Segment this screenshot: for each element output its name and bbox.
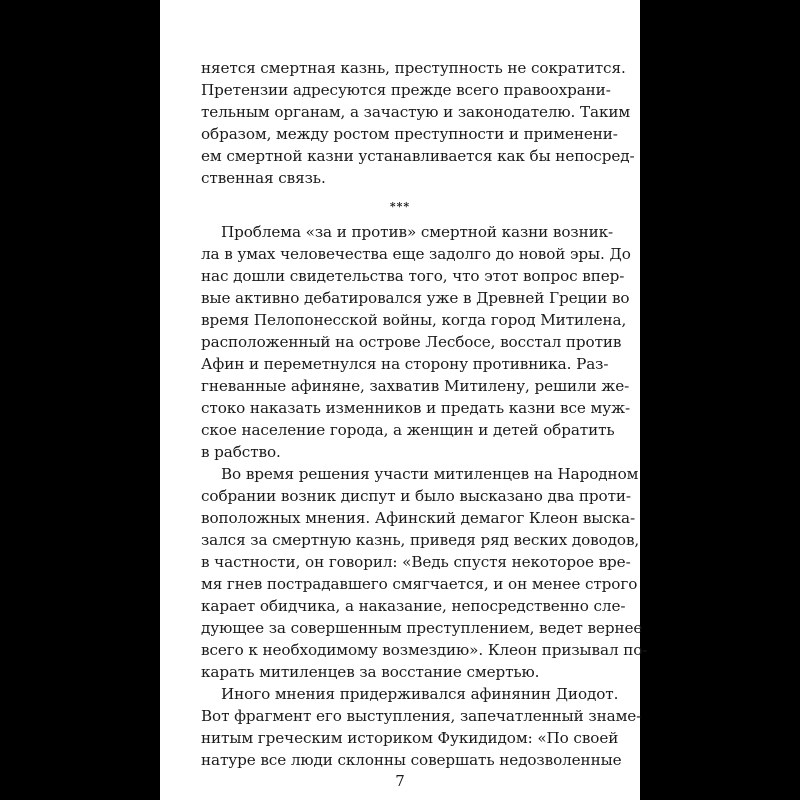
text-line: нас дошли свидетельства того, что этот вопрос впер- <box>201 267 625 285</box>
text-line: гневанные афиняне, захватив Митилену, решили же- <box>201 377 630 395</box>
text-line: дующее за совершенным преступлением, ведет вернее <box>201 619 643 637</box>
text-line: тельным органам, а зачастую и законодателю. Таким <box>201 103 631 121</box>
text-line: в рабство. <box>201 443 281 461</box>
text-line: Вот фрагмент его выступления, запечатленный знаме- <box>201 707 642 725</box>
section-separator: *** <box>389 200 411 213</box>
text-line: время Пелопонесской войны, когда город Митилена, <box>201 311 627 329</box>
text-line: образом, между ростом преступности и применени- <box>201 125 618 143</box>
text-line: всего к необходимому возмездию». Клеон призывал по- <box>201 641 648 659</box>
text-line: нитым греческим историком Фукидидом: «По своей <box>201 729 619 747</box>
text-line: ла в умах человечества еще задолго до новой эры. До <box>201 245 631 263</box>
text-line: зался за смертную казнь, приведя ряд веских доводов, <box>201 531 640 549</box>
text-line: ское население города, а женщин и детей обратить <box>201 421 615 439</box>
text-line: воположных мнения. Афинский демагог Клеон выска- <box>201 509 636 527</box>
text-line: стоко наказать изменников и предать казни все муж- <box>201 399 630 417</box>
text-line: Иного мнения придерживался афинянин Диодот. <box>221 685 619 703</box>
text-line: карает обидчика, а наказание, непосредственно сле- <box>201 597 626 615</box>
text-line: ственная связь. <box>201 169 326 187</box>
text-line: мя гнев пострадавшего смягчается, и он менее строго <box>201 575 638 593</box>
text-line: карать митиленцев за восстание смертью. <box>201 663 540 681</box>
text-line: вые активно дебатировался уже в Древней Греции во <box>201 289 630 307</box>
text-line: расположенный на острове Лесбосе, восстал против <box>201 333 622 351</box>
text-line: натуре все люди склонны совершать недозволенные <box>201 751 622 769</box>
text-line: Во время решения участи митиленцев на Народном <box>221 465 639 483</box>
page-number: 7 <box>395 772 405 790</box>
book-page <box>160 0 648 800</box>
text-line: Претензии адресуются прежде всего правоохрани- <box>201 81 611 99</box>
text-line: собрании возник диспут и было высказано два проти- <box>201 487 631 505</box>
text-line: ем смертной казни устанавливается как бы непосред- <box>201 147 635 165</box>
text-line: в частности, он говорил: «Ведь спустя некоторое вре- <box>201 553 631 571</box>
text-line: Афин и переметнулся на сторону противника. Раз- <box>201 355 609 373</box>
text-line: Проблема «за и против» смертной казни возник- <box>221 223 614 241</box>
text-line: няется смертная казнь, преступность не сократится. <box>201 59 626 77</box>
